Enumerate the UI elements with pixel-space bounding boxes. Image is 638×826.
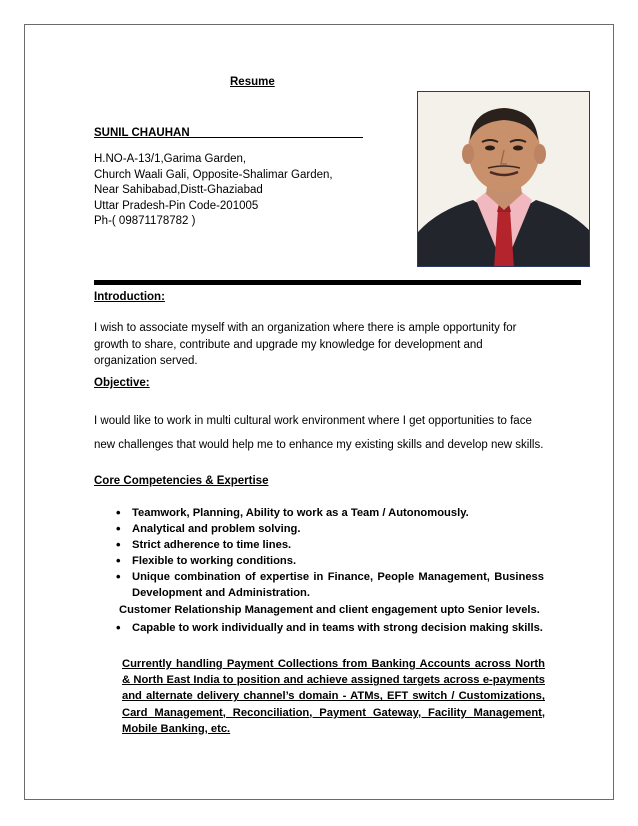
list-item: • Strict adherence to time lines. xyxy=(94,537,544,553)
list-item: • Flexible to working conditions. xyxy=(94,553,544,569)
profile-photo xyxy=(417,91,590,267)
list-item: • Capable to work individually and in teams with strong decision making skills. xyxy=(94,620,544,636)
introduction-heading: Introduction: xyxy=(94,291,165,303)
competencies-list xyxy=(94,505,544,601)
address-line: Church Waali Gali, Opposite-Shalimar Garden, xyxy=(94,168,333,181)
address-line: Near Sahibabad,Distt-Ghaziabad xyxy=(94,184,263,196)
name-underline xyxy=(94,123,363,138)
portrait-image xyxy=(418,92,590,267)
objective-text: I would like to work in multi cultural work environment where I get opportunities to face new challenges that would help me to enhance my existing skills and develop new skills. xyxy=(94,415,544,451)
current-role-paragraph: Currently handling Payment Collections from Banking Accounts across North & North East India to position and achieve assigned targets across e-payments and alternate delivery channel’s domain - ATMs, EFT switch / Customizations, Card Management, Reconciliation, Payment Gateway, Facility Management, Mobile Banking, etc. xyxy=(122,658,545,735)
candidate-name: SUNIL CHAUHAN xyxy=(94,127,190,139)
address-line: Uttar Pradesh-Pin Code-201005 xyxy=(94,199,259,212)
resume-title: Resume xyxy=(230,76,275,88)
list-item: • Unique combination of expertise in Finance, People Management, Business Development and Administration. xyxy=(94,569,544,601)
crm-line: Customer Relationship Management and client engagement upto Senior levels. xyxy=(119,604,540,616)
address-block xyxy=(94,152,333,230)
address-line: H.NO-A-13/1,Garima Garden, xyxy=(94,153,247,165)
list-item: • Teamwork, Planning, Ability to work as a Team / Autonomously. xyxy=(94,505,544,521)
objective-heading: Objective: xyxy=(94,377,150,389)
competencies-heading: Core Competencies & Expertise xyxy=(94,475,269,487)
competencies-list-2 xyxy=(94,620,544,636)
list-item: • Analytical and problem solving. xyxy=(94,521,544,537)
phone-line: Ph-( 09871178782 ) xyxy=(94,215,196,227)
section-divider xyxy=(94,280,581,285)
introduction-text: I wish to associate myself with an organization where there is ample opportunity for growth to share, contribute and upgrade my knowledge for development and organization served. xyxy=(94,322,517,367)
